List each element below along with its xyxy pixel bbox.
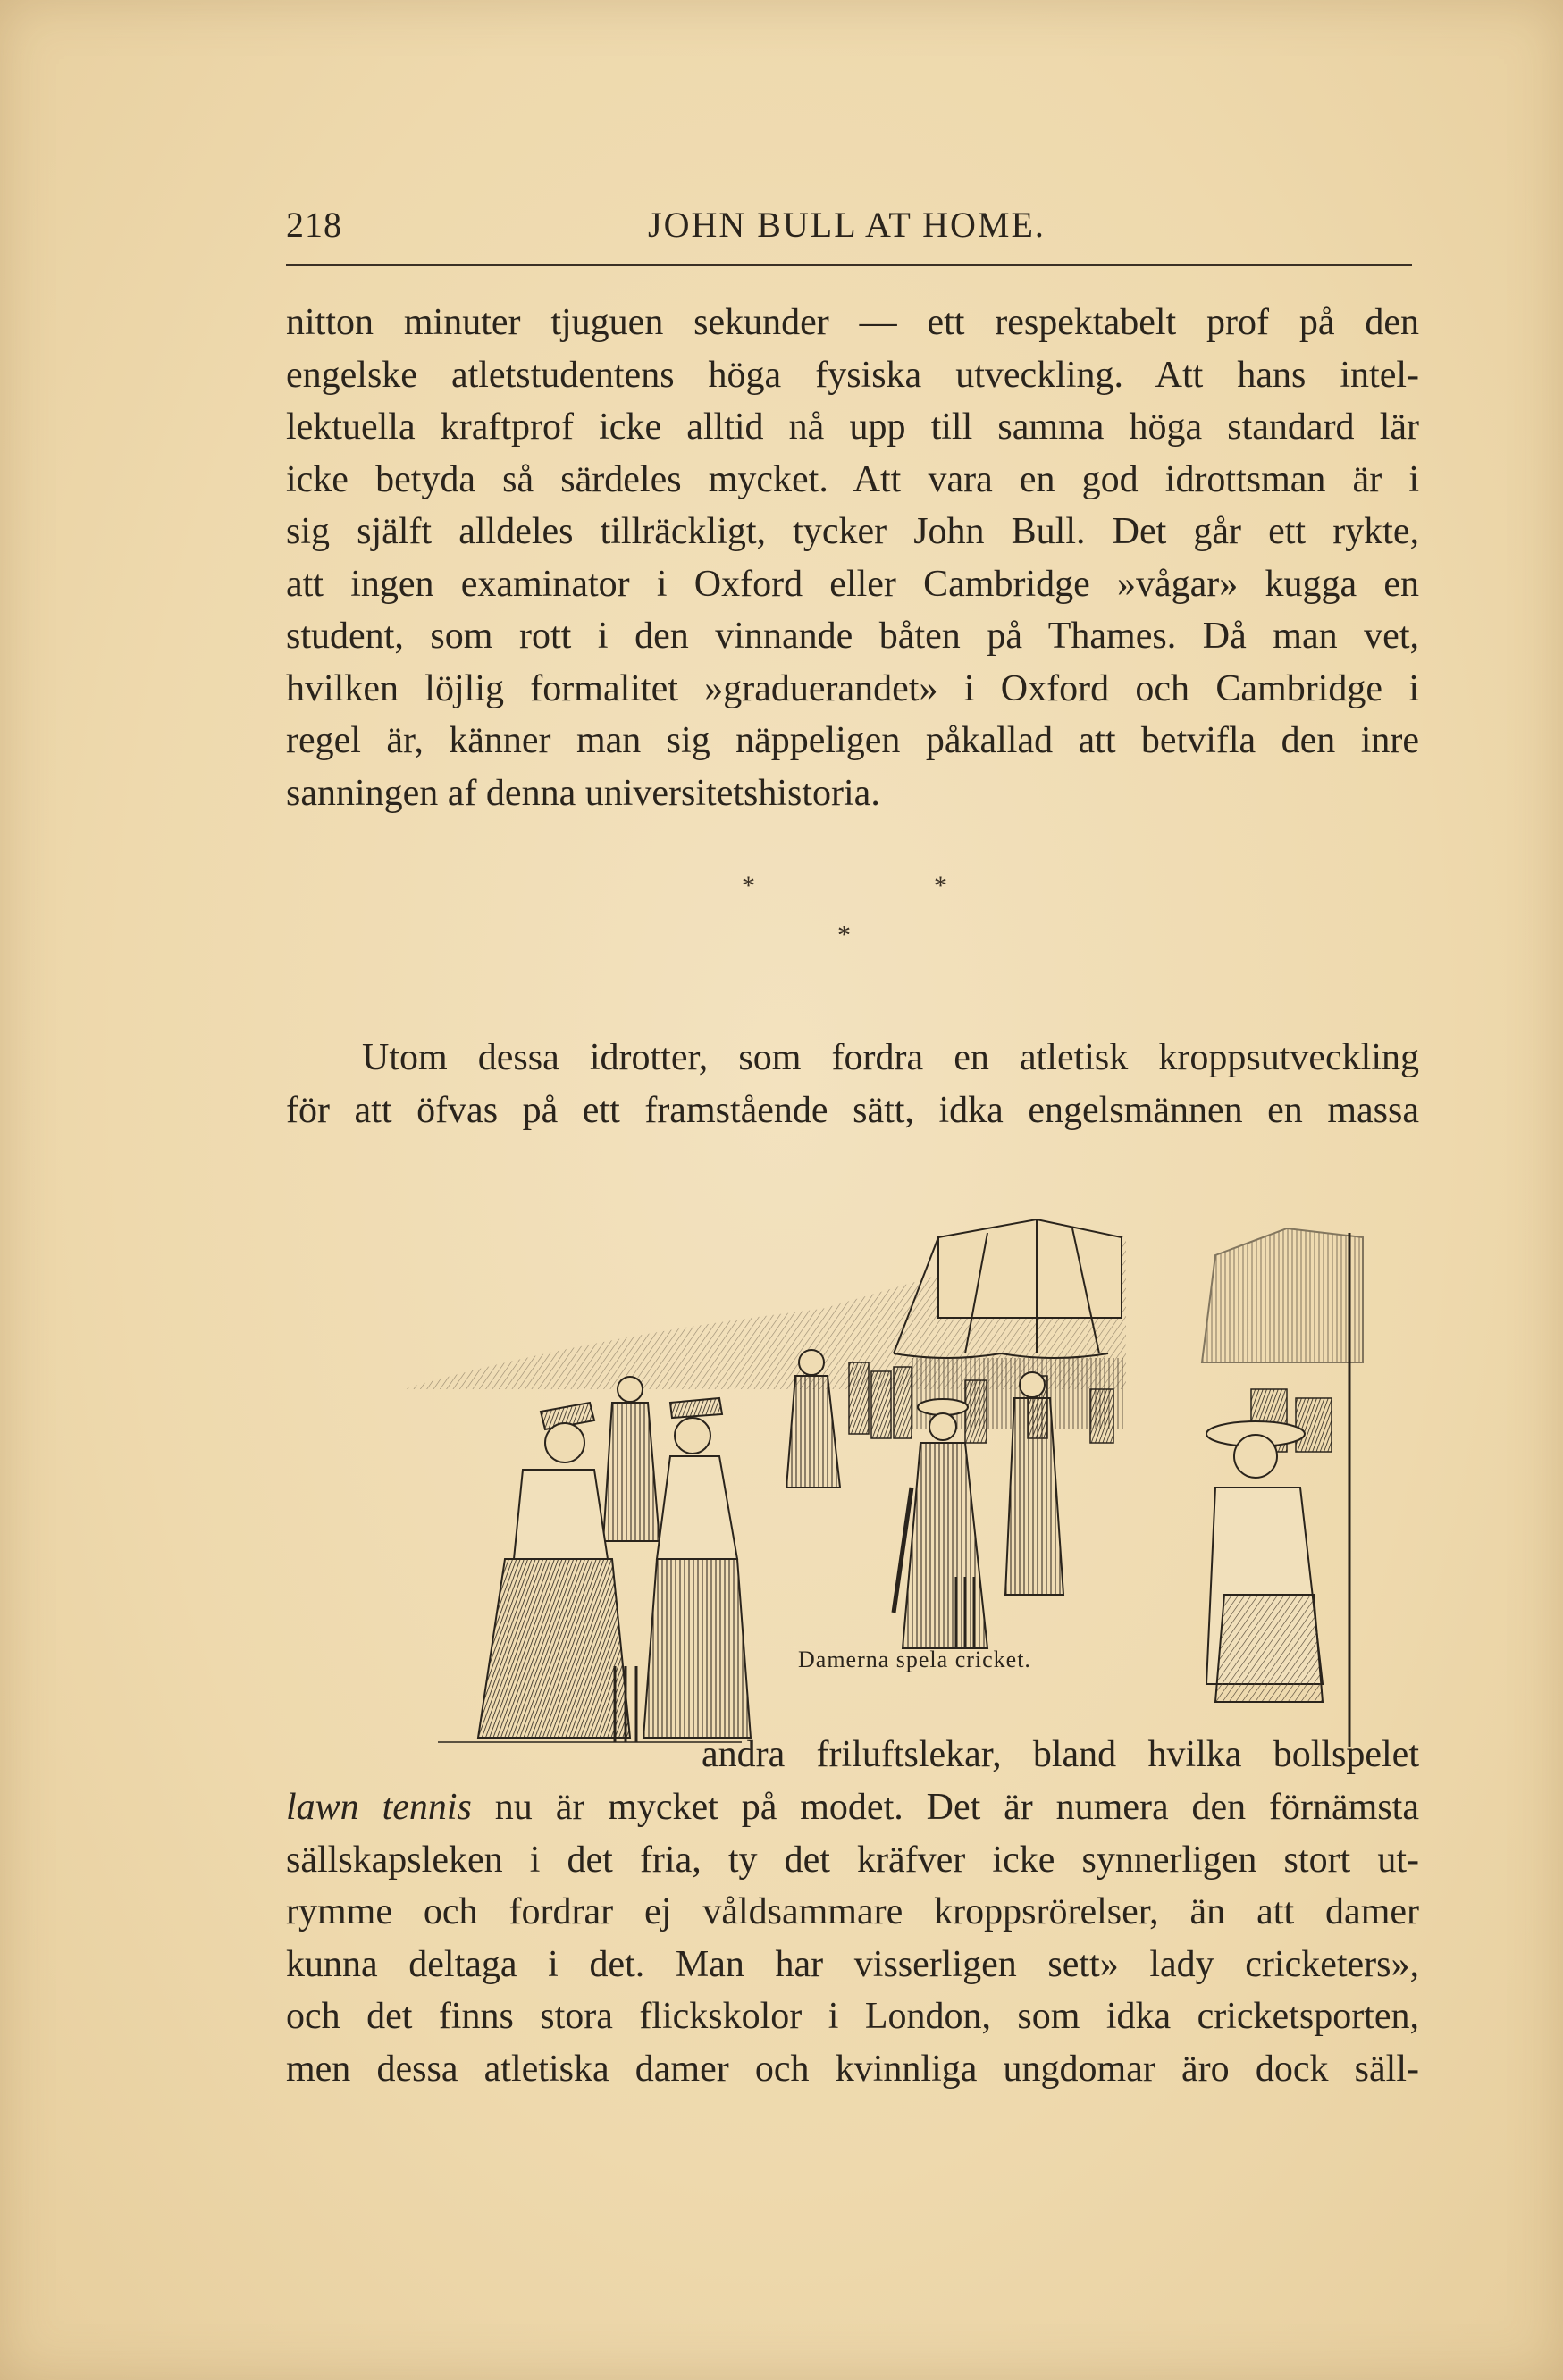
text-line: [286, 1781, 1419, 1834]
text-line: regel är, känner man sig näppeligen påkallad att betvifla den inre: [286, 720, 1419, 761]
asterism-star: *: [837, 920, 851, 950]
paragraph-2: [286, 1032, 1419, 1136]
text-line: lektuella kraftprof icke alltid nå upp till samma höga standard lär: [286, 406, 1419, 448]
asterism-star: *: [934, 871, 947, 901]
text-line: kunna deltaga i det. Man har visserligen sett» lady cricketers»,: [286, 1943, 1419, 1985]
text-line: sig själft alldeles tillräckligt, tycker John Bull. Det går ett rykte,: [286, 511, 1419, 552]
woman-right-front: [1206, 1421, 1323, 1702]
page-number: 218: [286, 205, 342, 245]
fielder: [603, 1377, 660, 1541]
text-line: student, som rott i den vinnande båten på Thames. Då man vet,: [286, 616, 1419, 657]
paragraph-1: [286, 297, 1419, 819]
text-line: engelske atletstudentens höga fysiska utveckling. Att hans intel-: [286, 354, 1419, 396]
header-rule: [286, 264, 1412, 266]
text-line: att ingen examinator i Oxford eller Cambridge »vågar» kugga en: [286, 563, 1419, 605]
text-line: rymme och fordrar ej våldsammare kroppsrörelser, än att damer: [286, 1891, 1419, 1932]
figure-caption: Damerna spela cricket.: [798, 1647, 1031, 1672]
asterism-star: *: [742, 871, 755, 901]
text-line: nitton minuter tjuguen sekunder — ett respektabelt prof på den: [286, 302, 1419, 343]
text-line: hvilken löjlig formalitet »graduerandet» i Oxford och Cambridge i: [286, 667, 1419, 709]
running-title: JOHN BULL AT HOME.: [648, 205, 1046, 245]
text-line: sällskapsleken i det fria, ty det kräfver icke synnerligen stort ut-: [286, 1839, 1419, 1881]
woman-left-back: [643, 1398, 751, 1738]
text-line: sanningen af denna universitetshistoria.: [286, 772, 880, 814]
running-head: [286, 204, 1412, 257]
text-line: och det finns stora flickskolor i London, som idka cricketsporten,: [286, 1996, 1419, 2037]
italic-phrase: lawn tennis: [286, 1787, 472, 1828]
wrap-line: andra friluftslekar, bland hvilka bollspelet: [702, 1734, 1419, 1775]
text-line: men dessa atletiska damer och kvinnliga ungdomar äro dock säll-: [286, 2048, 1419, 2090]
text-line: icke betyda så särdeles mycket. Att vara en god idrottsman är i: [286, 458, 1419, 500]
paragraph-3: [286, 1781, 1419, 2095]
line-rest: nu är mycket på modet. Det är numera den förnämsta: [471, 1787, 1419, 1828]
woman-left-front: [478, 1403, 630, 1738]
text-line: för att öfvas på ett framstående sätt, idka engelsmännen en massa: [286, 1089, 1419, 1131]
text-line: Utom dessa idrotter, som fordra en atletisk kroppsutveckling: [362, 1037, 1419, 1078]
